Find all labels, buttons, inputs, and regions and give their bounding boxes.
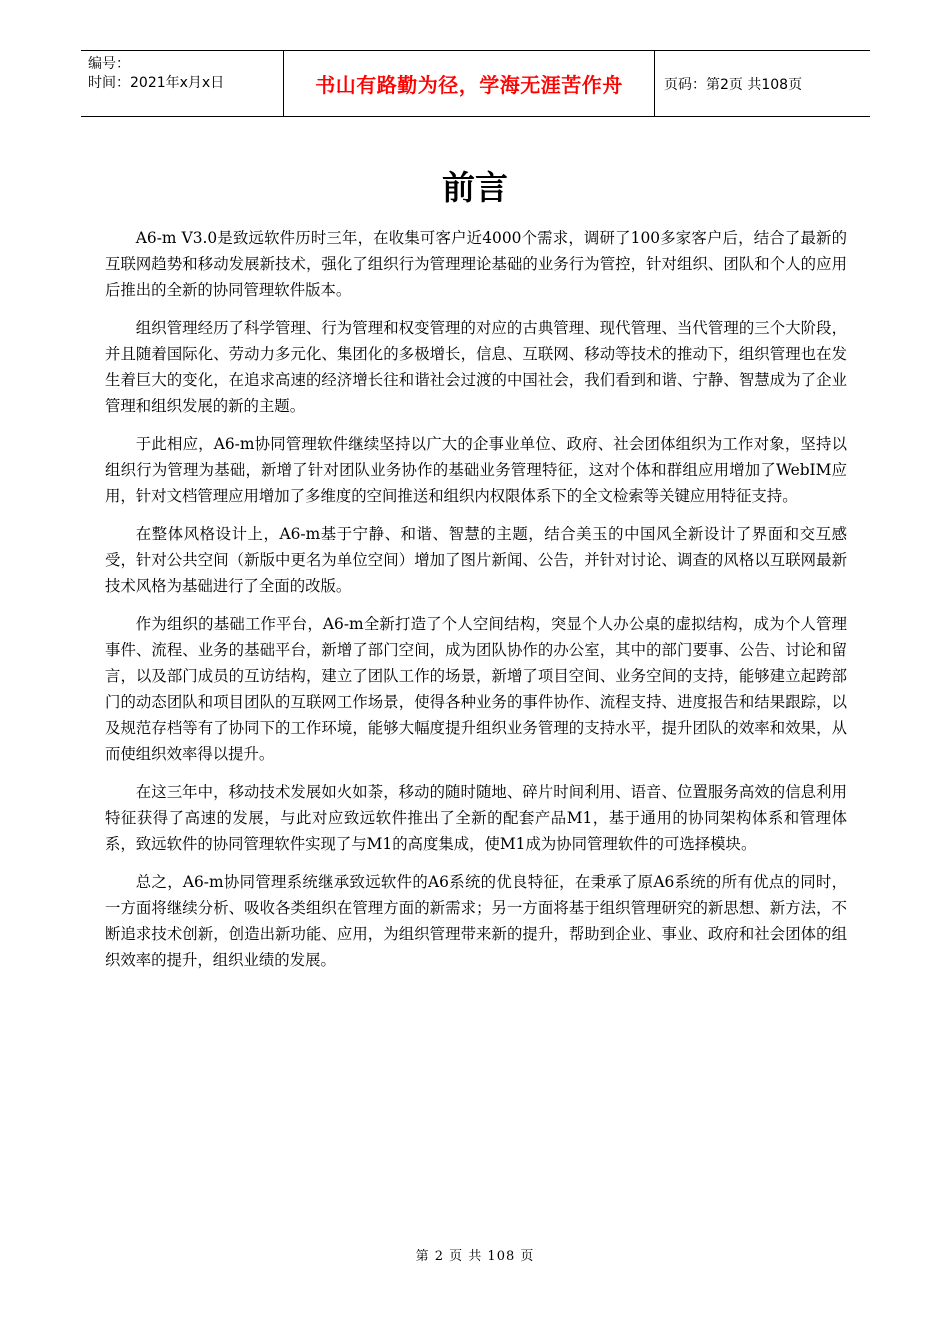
page-title: 前言: [442, 168, 508, 207]
header-table: [81, 50, 870, 117]
body-content: [105, 225, 847, 985]
page-info-text: 页码：第2页 共108页: [664, 76, 803, 93]
paragraph-7: 总之，A6-m协同管理系统继承致远软件的A6系统的优良特征，在秉承了原A6系统的所有优点的同时，一方面将继续分析、吸收各类组织在管理方面的新需求；另一方面将基于组织管理研究的新思想、新方法，不断追求技术创新，创造出新功能、应用，为组织管理带来新的提升，帮助到企业、事业、政府和社会团体的组织效率的提升，组织业绩的发展。: [105, 873, 847, 969]
number-label: 编号：: [88, 56, 130, 72]
header-meta-cell: [81, 51, 283, 116]
paragraph-1: A6-m V3.0是致远软件历时三年，在收集可客户近4000个需求，调研了100多家客户后，结合了最新的互联网趋势和移动发展新技术，强化了组织行为管理理论基础的业务行为管控，针对组织、团队和个人的应用后推出的全新的协同管理软件版本。: [105, 229, 847, 299]
paragraph-2: 组织管理经历了科学管理、行为管理和权变管理的对应的古典管理、现代管理、当代管理的三个大阶段，并且随着国际化、劳动力多元化、集团化的多极增长，信息、互联网、移动等技术的推动下，组织管理也在发生着巨大的变化，在追求高速的经济增长往和谐社会过渡的中国社会，我们看到和谐、宁静、智慧成为了企业管理和组织发展的新的主题。: [105, 319, 847, 415]
date-label: 时间：2021年x月x日: [88, 75, 225, 91]
motto-cell: [283, 51, 655, 116]
paragraph-5: 作为组织的基础工作平台，A6-m全新打造了个人空间结构，突显个人办公桌的虚拟结构，成为个人管理事件、流程、业务的基础平台，新增了部门空间，成为团队协作的办公室，其中的部门要事、公告、讨论和留言，以及部门成员的互访结构，建立了团队工作的场景，新增了项目空间、业务空间的支持，能够建立起跨部门的动态团队和项目团队的互联网工作场景，使得各种业务的事件协作、流程支持、进度报告和结果跟踪，以及规范存档等有了协同下的工作环境，能够大幅度提升组织业务管理的支持水平，提升团队的效率和效果，从而使组织效率得以提升。: [105, 615, 847, 763]
motto-text: 书山有路勤为径，学海无涯苦作舟: [315, 73, 623, 97]
paragraph-6: 在这三年中，移动技术发展如火如荼，移动的随时随地、碎片时间利用、语音、位置服务高效的信息利用特征获得了高速的发展，与此对应致远软件推出了全新的配套产品M1，基于通用的协同架构体系和管理体系，致远软件的协同管理软件实现了与M1的高度集成，使M1成为协同管理软件的可选择模块。: [105, 783, 847, 853]
page-info-cell: [655, 51, 870, 116]
paragraph-4: 在整体风格设计上，A6-m基于宁静、和谐、智慧的主题，结合美玉的中国风全新设计了界面和交互感受，针对公共空间（新版中更名为单位空间）增加了图片新闻、公告，并针对讨论、调查的风格以互联网最新技术风格为基础进行了全面的改版。: [105, 525, 847, 595]
page-footer: 第 2 页 共 108 页: [415, 1249, 535, 1264]
paragraph-3: 于此相应，A6-m协同管理软件继续坚持以广大的企事业单位、政府、社会团体组织为工作对象，坚持以组织行为管理为基础，新增了针对团队业务协作的基础业务管理特征，这对个体和群组应用增加了WebIM应用，针对文档管理应用增加了多维度的空间推送和组织内权限体系下的全文检索等关键应用特征支持。: [105, 435, 847, 505]
